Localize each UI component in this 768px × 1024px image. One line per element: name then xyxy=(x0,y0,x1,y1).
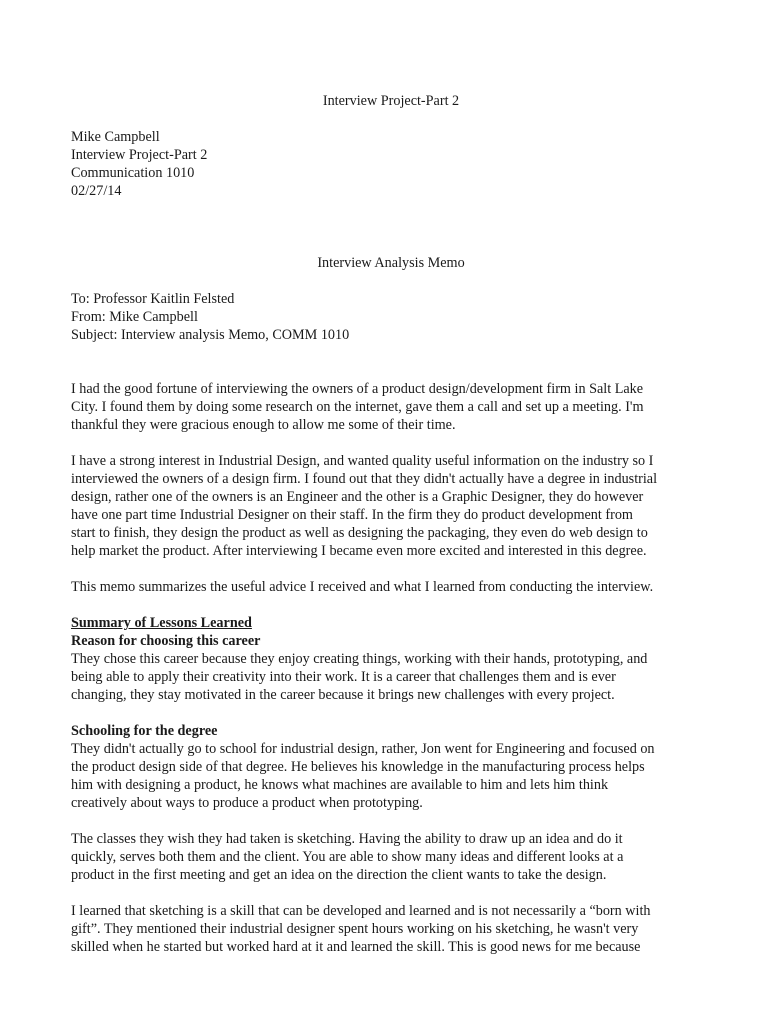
memo-header xyxy=(71,290,711,344)
classes-paragraph xyxy=(71,830,711,884)
paragraph-line: changing, they stay motivated in the career because it brings new challenges with every project. xyxy=(71,687,615,703)
header-block xyxy=(71,128,711,200)
paragraph-line: being able to apply their creativity into their work. It is a career that challenges them and is ever xyxy=(71,669,616,685)
paragraph-line: They chose this career because they enjoy creating things, working with their hands, prototyping, and xyxy=(71,651,648,667)
paragraph-line: City. I found them by doing some research on the internet, gave them a call and set up a meeting. I'm xyxy=(71,399,644,415)
author-name: Mike Campbell xyxy=(71,129,160,145)
schooling-heading: Schooling for the degree xyxy=(71,723,218,739)
document-body xyxy=(71,92,711,956)
summary-paragraph xyxy=(71,578,711,596)
project-name: Interview Project-Part 2 xyxy=(71,147,208,163)
intro-paragraph xyxy=(71,380,711,434)
spacer xyxy=(71,884,711,902)
paragraph-line: I learned that sketching is a skill that can be developed and learned and is not necessarily a “born with xyxy=(71,903,651,919)
paragraph-line: I have a strong interest in Industrial Design, and wanted quality useful information on the industry so I xyxy=(71,453,654,469)
interest-paragraph xyxy=(71,452,711,560)
schooling-paragraph xyxy=(71,740,711,812)
memo-subject: Subject: Interview analysis Memo, COMM 1010 xyxy=(71,327,350,343)
memo-title: Interview Analysis Memo xyxy=(317,255,465,271)
memo-from: From: Mike Campbell xyxy=(71,309,198,325)
paragraph-line: start to finish, they design the product as well as designing the packaging, they even do web design to xyxy=(71,525,648,541)
paragraph-line: thankful they were gracious enough to allow me some of their time. xyxy=(71,417,456,433)
document-title: Interview Project-Part 2 xyxy=(322,93,460,109)
memo-to: To: Professor Kaitlin Felsted xyxy=(71,291,235,307)
paragraph-line: skilled when he started but worked hard at it and learned the skill. This is good news for me because xyxy=(71,939,641,955)
document-date: 02/27/14 xyxy=(71,183,122,199)
paragraph-line: interviewed the owners of a design firm. I found out that they didn't actually have a degree in industrial xyxy=(71,471,658,487)
paragraph-line: This memo summarizes the useful advice I received and what I learned from conducting the interview. xyxy=(71,579,654,595)
paragraph-line: gift”. They mentioned their industrial designer spent hours working on his sketching, he wasn't very xyxy=(71,921,639,937)
paragraph-line: help market the product. After interviewing I became even more excited and interested in this degree. xyxy=(71,543,647,559)
spacer xyxy=(71,344,711,380)
lessons-heading: Summary of Lessons Learned xyxy=(71,615,252,631)
paragraph-line: The classes they wish they had taken is sketching. Having the ability to draw up an idea and do it xyxy=(71,831,623,847)
course-name: Communication 1010 xyxy=(71,165,195,181)
spacer xyxy=(71,434,711,452)
paragraph-line: him with designing a product, he knows what machines are available to him and lets him think xyxy=(71,777,609,793)
paragraph-line: the product design side of that degree. He believes his knowledge in the manufacturing process helps xyxy=(71,759,645,775)
paragraph-line: They didn't actually go to school for industrial design, rather, Jon went for Engineering and focused on xyxy=(71,741,655,757)
paragraph-line: have one part time Industrial Designer on their staff. In the firm they do product development from xyxy=(71,507,633,523)
spacer xyxy=(71,596,711,614)
paragraph-line: creatively about ways to produce a product when prototyping. xyxy=(71,795,423,811)
spacer xyxy=(71,200,711,254)
reason-paragraph xyxy=(71,650,711,704)
spacer xyxy=(71,110,711,128)
paragraph-line: quickly, serves both them and the client. You are able to show many ideas and different looks at a xyxy=(71,849,624,865)
paragraph-line: I had the good fortune of interviewing the owners of a product design/development firm in Salt Lake xyxy=(71,381,644,397)
sketching-paragraph xyxy=(71,902,711,956)
paragraph-line: design, rather one of the owners is an Engineer and the other is a Graphic Designer, they do however xyxy=(71,489,644,505)
spacer xyxy=(71,560,711,578)
paragraph-line: product in the first meeting and get an idea on the direction the client wants to take the design. xyxy=(71,867,607,883)
spacer xyxy=(71,704,711,722)
spacer xyxy=(71,272,711,290)
spacer xyxy=(71,812,711,830)
reason-heading: Reason for choosing this career xyxy=(71,633,261,649)
